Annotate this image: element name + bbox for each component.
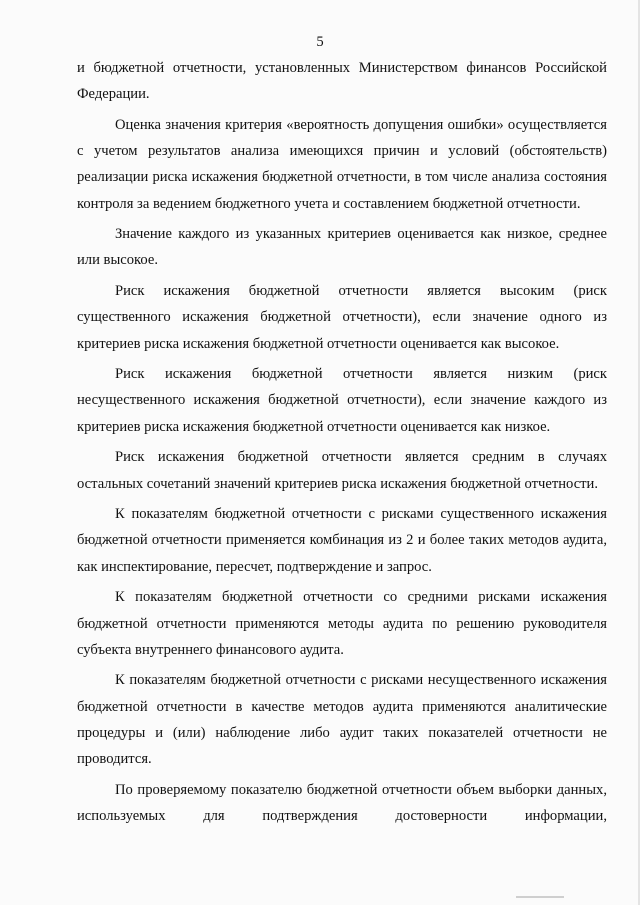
paragraph-high-risk: Риск искажения бюджетной отчетности является высоким (риск существенного искажения бюджетной отчетности), если значение одного из критериев риска искажения бюджетной отчетности оценивается как высокое. <box>77 283 607 352</box>
paragraph-sample-size: По проверяемому показателю бюджетной отчетности объем выборки данных, используемых для подтверждения достоверности информации, <box>77 781 607 824</box>
paragraph-low-risk: Риск искажения бюджетной отчетности является низким (риск несущественного искажения бюджетной отчетности), если значение каждого из критериев риска искажения бюджетной отчетности оценивается как низкое. <box>77 366 607 435</box>
page-number: 5 <box>316 34 324 50</box>
scan-mark <box>516 896 564 898</box>
paragraph-medium-risk: Риск искажения бюджетной отчетности является средним в случаях остальных сочетаний значений критериев риска искажения бюджетной отчетности. <box>77 449 607 492</box>
paragraph-continuation: и бюджетной отчетности, установленных Министерством финансов Российской Федерации. <box>77 60 607 103</box>
document-body <box>77 55 607 834</box>
paragraph-medium-risk-methods: К показателям бюджетной отчетности со средними рисками искажения бюджетной отчетности применяются методы аудита по решению руководителя субъекта внутреннего финансового аудита. <box>77 589 607 658</box>
paragraph-error-probability-assessment: Оценка значения критерия «вероятность допущения ошибки» осуществляется с учетом результатов анализа имеющихся причин и условий (обстоятельств) реализации риска искажения бюджетной отчетности, в том числе анализа состояния контроля за ведением бюджетного учета и составлением бюджетной отчетности. <box>77 116 607 212</box>
paragraph-significant-risk-methods: К показателям бюджетной отчетности с рисками существенного искажения бюджетной отчетности применяется комбинация из 2 и более таких методов аудита, как инспектирование, пересчет, подтверждение и запрос. <box>77 506 607 575</box>
paragraph-insignificant-risk-methods: К показателям бюджетной отчетности с рисками несущественного искажения бюджетной отчетности в качестве методов аудита применяются аналитические процедуры и (или) наблюдение либо аудит таких показателей отчетности не проводится. <box>77 672 607 768</box>
paragraph-criteria-values: Значение каждого из указанных критериев оценивается как низкое, среднее или высокое. <box>77 226 607 269</box>
